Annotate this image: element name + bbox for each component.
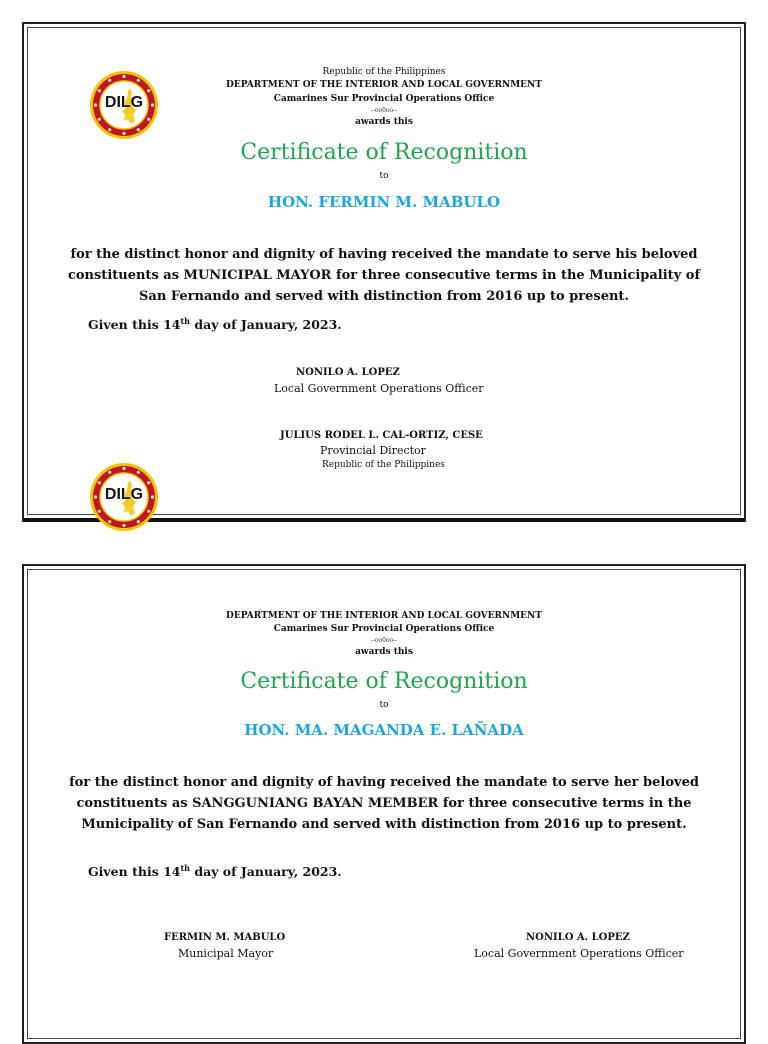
dilg-logo-text: DILG — [104, 94, 144, 111]
dilg-logo-text: DILG — [104, 486, 144, 503]
office-line: Camarines Sur Provincial Operations Office — [273, 624, 495, 634]
divider-ornament: --oo0oo-- — [370, 637, 398, 644]
citation-text: for the distinct honor and dignity of having received the mandate to serve his beloved constituents as MUNICIPAL MAYOR for three consecutive terms in the Municipality of San Fernando and served with distinction from 2016 up to present. — [67, 247, 701, 304]
signatory-left-name: FERMIN M. MABULO — [164, 932, 286, 943]
to-label: to — [379, 171, 389, 181]
given-date: Given this 14th day of January, 2023. — [88, 316, 342, 333]
signatory-2-name: JULIUS RODEL L. CAL-ORTIZ, CESE — [280, 430, 483, 441]
awards-this-label: awards this — [355, 647, 413, 657]
certificate-card-2 — [22, 564, 746, 1044]
republic-line: Republic of the Philippines — [322, 67, 446, 77]
certificate-card-1 — [22, 22, 746, 522]
to-label: to — [379, 700, 389, 710]
given-date: Given this 14th day of January, 2023. — [88, 863, 342, 880]
department-line: DEPARTMENT OF THE INTERIOR AND LOCAL GOVERNMENT — [226, 80, 542, 90]
certificate-title: Certificate of Recognition — [240, 669, 528, 694]
dilg-logo-icon — [89, 462, 159, 532]
signatory-1-title: Local Government Operations Officer — [274, 382, 484, 395]
citation-text: for the distinct honor and dignity of having received the mandate to serve her beloved constituents as SANGGUNIANG BAYAN MEMBER for three consecutive terms in the Municipality of San Fernando and served with distinction from 2016 up to present. — [69, 775, 699, 832]
signatory-right-title: Local Government Operations Officer — [474, 947, 684, 960]
awards-this-label: awards this — [355, 117, 413, 127]
recipient-name: HON. MA. MAGANDA E. LAÑADA — [244, 721, 524, 739]
department-line: DEPARTMENT OF THE INTERIOR AND LOCAL GOVERNMENT — [226, 611, 542, 621]
divider-ornament: --oo0oo-- — [370, 107, 398, 114]
signatory-left-title: Municipal Mayor — [178, 947, 274, 960]
signatory-right-name: NONILO A. LOPEZ — [526, 932, 630, 943]
signatory-1-name: NONILO A. LOPEZ — [296, 367, 400, 378]
footer-republic-line: Republic of the Philippines — [322, 460, 445, 470]
office-line: Camarines Sur Provincial Operations Office — [273, 94, 495, 104]
signatory-2-title: Provincial Director — [320, 444, 426, 457]
certificate-title: Certificate of Recognition — [240, 140, 528, 165]
recipient-name: HON. FERMIN M. MABULO — [267, 193, 501, 211]
